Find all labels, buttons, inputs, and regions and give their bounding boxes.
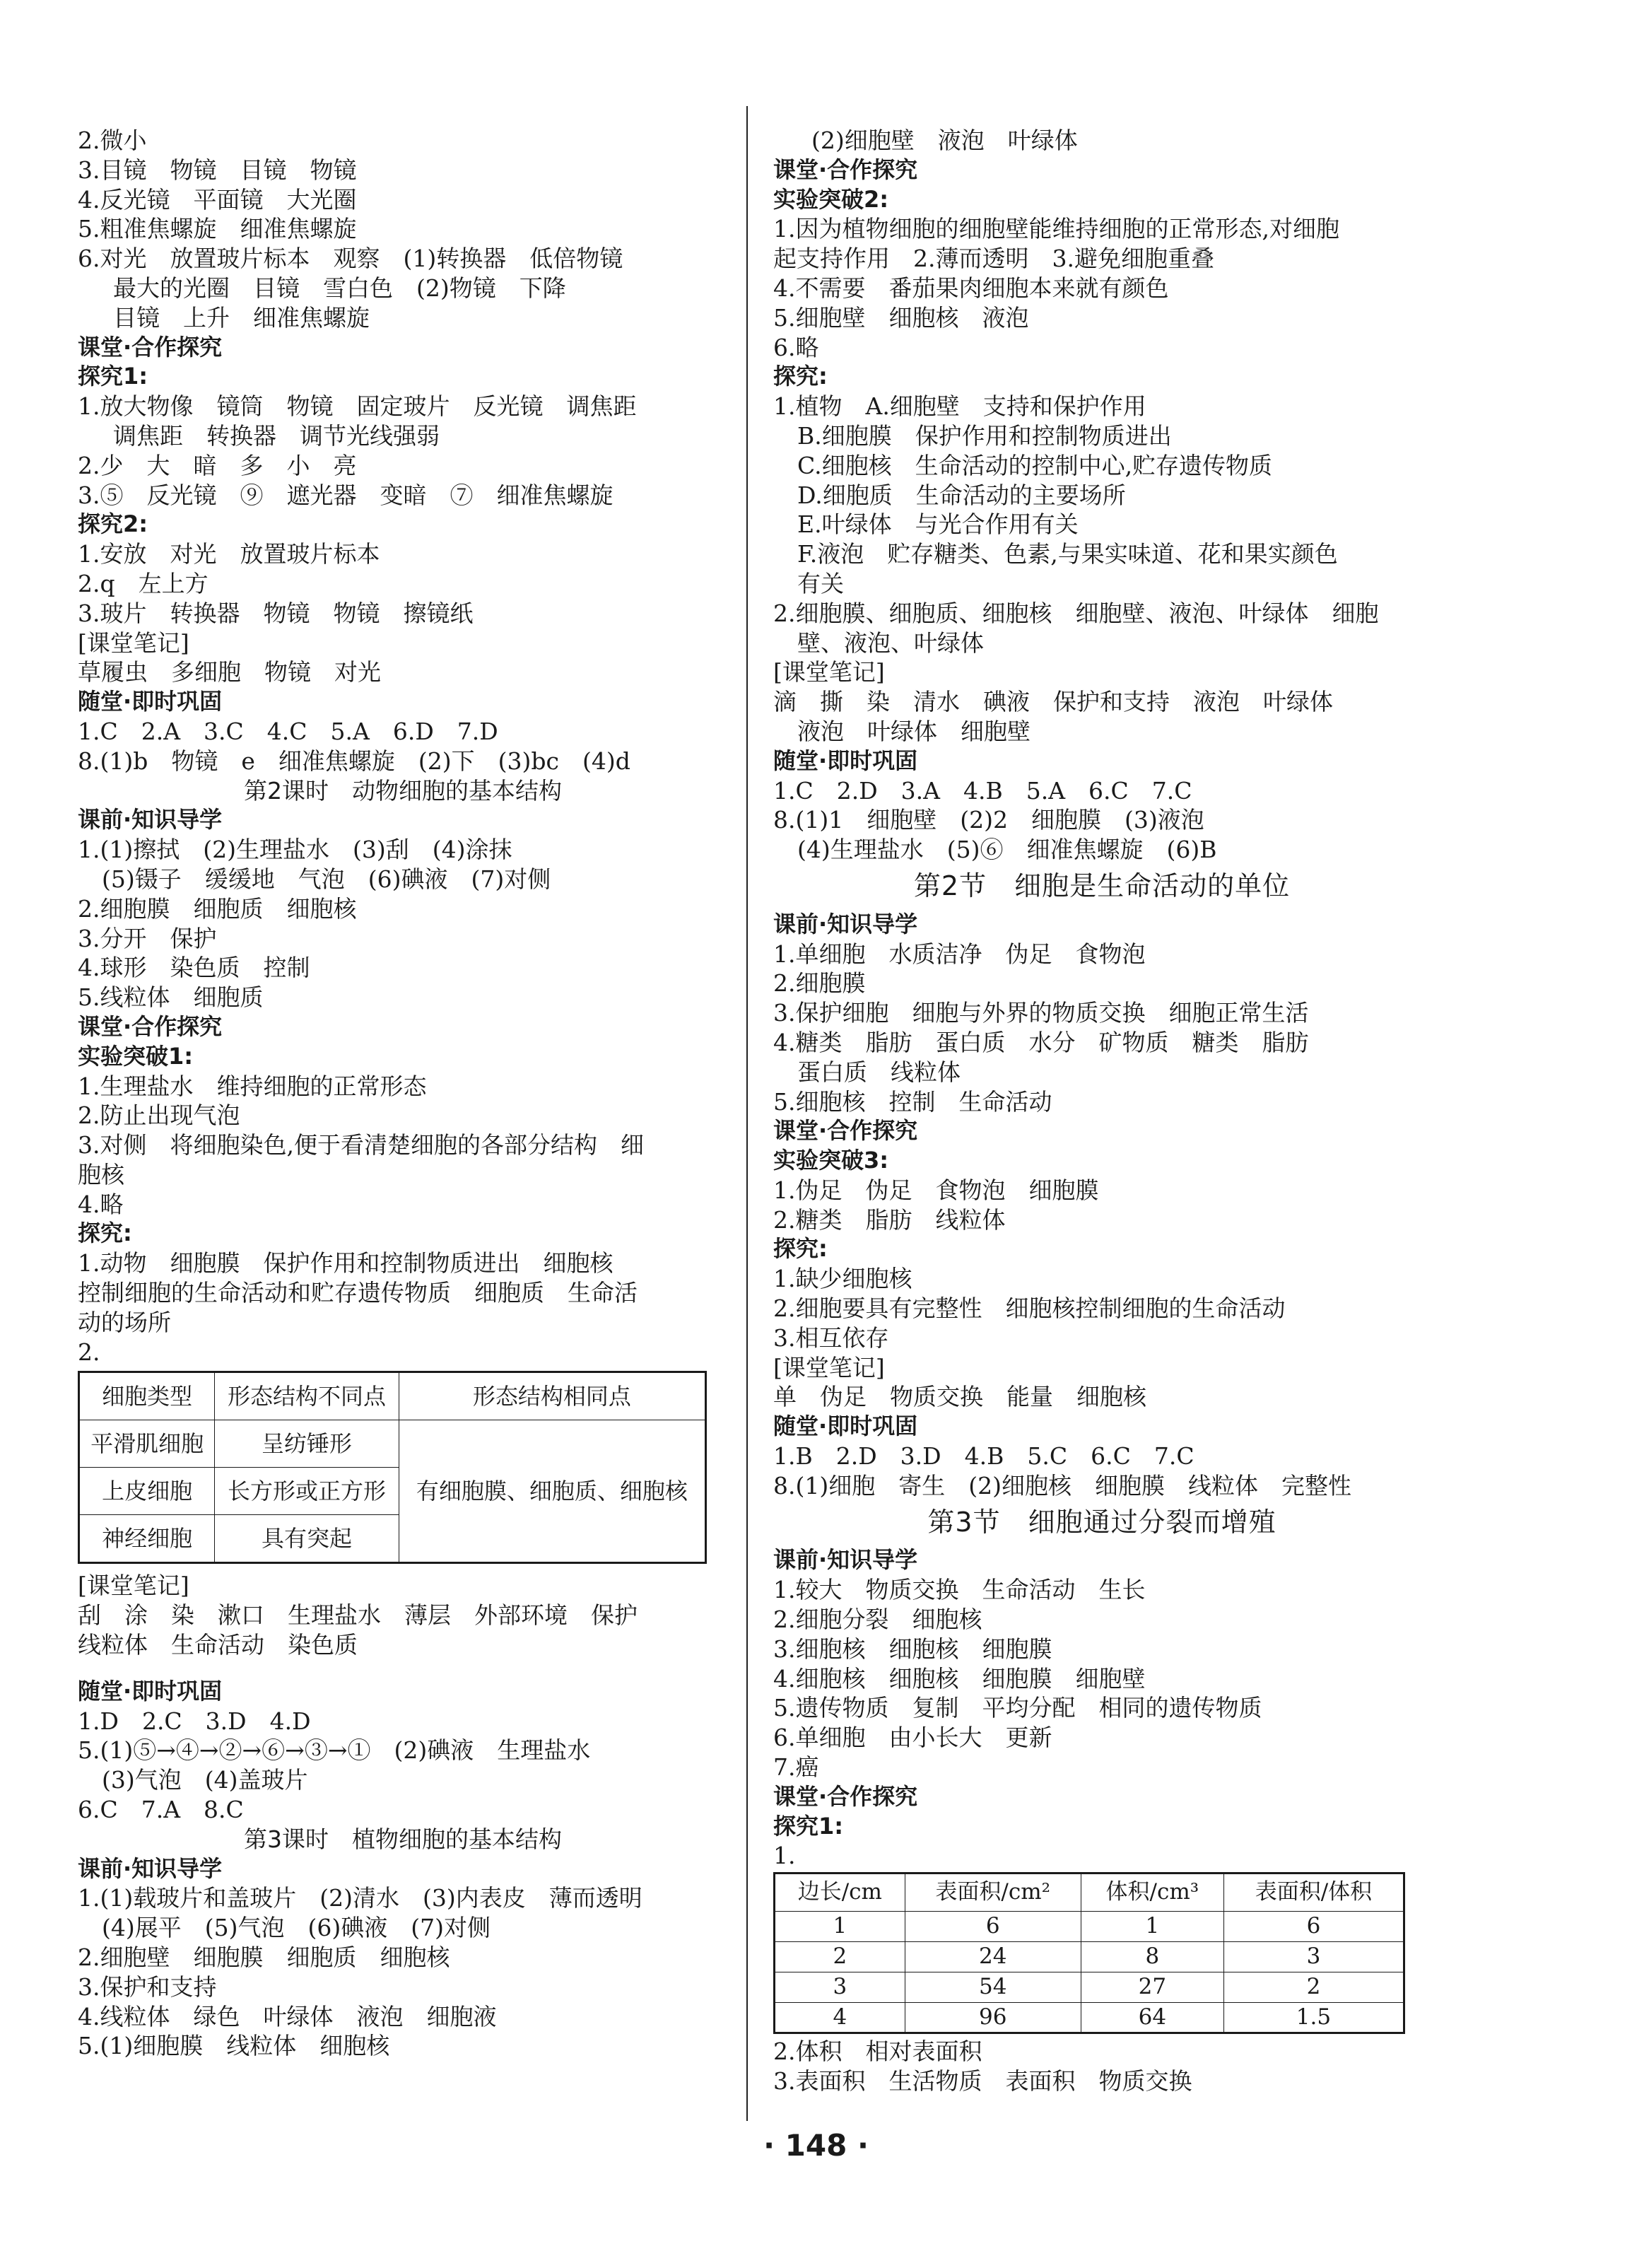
section-title: 第2节 细胞是生命活动的单位 <box>913 870 1291 901</box>
answer-line: 2.糖类 脂肪 线粒体 <box>773 1205 1006 1234</box>
answer-line: (3)气泡 (4)盖玻片 <box>102 1766 308 1794</box>
cell-comparison-table <box>78 1371 707 1564</box>
answer-line: 5.线粒体 细胞质 <box>78 983 264 1012</box>
answer-line: 2.细胞要具有完整性 细胞核控制细胞的生命活动 <box>773 1294 1286 1323</box>
answer-line: F.液泡 贮存糖类、色素,与果实味道、花和果实颜色 <box>797 540 1338 568</box>
answer-line: 4.反光镜 平面镜 大光圈 <box>78 185 357 214</box>
sub-heading: 探究1: <box>78 363 148 390</box>
table-header-cell: 体积/cm³ <box>1081 1874 1223 1912</box>
sub-heading: 实验突破2: <box>773 185 889 213</box>
answer-line: 5.(1)⑤→④→②→⑥→③→① (2)碘液 生理盐水 <box>78 1736 591 1765</box>
section-heading: 课堂·合作探究 <box>78 333 223 361</box>
table-header-cell: 细胞类型 <box>79 1372 215 1420</box>
answer-line: 蛋白质 线粒体 <box>797 1058 961 1086</box>
answer-line: 1.动物 细胞膜 保护作用和控制物质进出 细胞核 <box>78 1249 614 1278</box>
table-cell: 27 <box>1081 1972 1223 2002</box>
answer-line: 3.目镜 物镜 目镜 物镜 <box>78 156 357 184</box>
table-cell: 3 <box>775 1972 905 2002</box>
table-cell: 6 <box>905 1912 1081 1942</box>
sub-heading: 探究1: <box>773 1812 844 1840</box>
answer-line: 胞核 <box>78 1160 124 1188</box>
table-cell: 2 <box>775 1942 905 1972</box>
answer-line: 单 伪足 物质交换 能量 细胞核 <box>773 1383 1146 1411</box>
answer-line: 3.细胞核 细胞核 细胞膜 <box>773 1635 1052 1663</box>
answer-line: 5.细胞壁 细胞核 液泡 <box>773 303 1029 332</box>
table-cell: 1 <box>775 1912 905 1942</box>
table-cell: 3 <box>1223 1942 1404 1972</box>
answer-line: 2.防止出现气泡 <box>78 1101 240 1130</box>
answer-line: 6.C 7.A 8.C <box>78 1796 244 1824</box>
section-heading: 随堂·即时巩固 <box>773 1413 918 1440</box>
answer-line: 1.单细胞 水质洁净 伪足 食物泡 <box>773 940 1146 968</box>
sub-heading: 探究: <box>773 363 828 390</box>
answer-line: 1.安放 对光 放置玻片标本 <box>78 540 380 568</box>
table-cell: 长方形或正方形 <box>215 1468 399 1515</box>
left-column <box>78 126 728 2061</box>
answer-line: 3.⑤ 反光镜 ⑨ 遮光器 变暗 ⑦ 细准焦螺旋 <box>78 481 614 509</box>
answer-line: 调焦距 转换器 调节光线强弱 <box>113 421 440 450</box>
answer-line: 6.单细胞 由小长大 更新 <box>773 1724 1052 1752</box>
answer-line: 1.B 2.D 3.D 4.B 5.C 6.C 7.C <box>773 1442 1194 1471</box>
answer-line: 4.糖类 脂肪 蛋白质 水分 矿物质 糖类 脂肪 <box>773 1028 1309 1056</box>
answer-line: 控制细胞的生命活动和贮存遗传物质 细胞质 生命活 <box>78 1279 638 1307</box>
answer-line: 3.对侧 将细胞染色,便于看清楚细胞的各部分结构 细 <box>78 1131 644 1159</box>
table-cell: 平滑肌细胞 <box>79 1420 215 1468</box>
answer-line: 目镜 上升 细准焦螺旋 <box>113 303 370 332</box>
answer-line: 4.略 <box>78 1190 124 1218</box>
answer-line: 1.较大 物质交换 生命活动 生长 <box>773 1576 1146 1604</box>
answer-line: 1.生理盐水 维持细胞的正常形态 <box>78 1072 427 1100</box>
answer-line: 5.(1)细胞膜 线粒体 细胞核 <box>78 2032 390 2060</box>
table-cell: 神经细胞 <box>79 1515 215 1563</box>
table-cell: 1.5 <box>1223 2002 1404 2033</box>
section-heading: 课前·知识导学 <box>773 1546 918 1574</box>
answer-line: 6.对光 放置玻片标本 观察 (1)转换器 低倍物镜 <box>78 245 623 273</box>
answer-line: 1.C 2.A 3.C 4.C 5.A 6.D 7.D <box>78 717 498 745</box>
answer-line: 3.分开 保护 <box>78 924 217 952</box>
sub-heading: 探究2: <box>78 510 148 538</box>
answer-line: 2.微小 <box>78 127 147 154</box>
answer-line: 1.缺少细胞核 <box>773 1265 912 1293</box>
answer-line: B.细胞膜 保护作用和控制物质进出 <box>797 421 1172 450</box>
answer-line: 4.球形 染色质 控制 <box>78 954 310 982</box>
answer-line: (4)展平 (5)气泡 (6)碘液 (7)对侧 <box>102 1914 491 1942</box>
section-heading: 课前·知识导学 <box>78 806 223 834</box>
answer-line: 4.线粒体 绿色 叶绿体 液泡 细胞液 <box>78 2002 497 2030</box>
answer-line: 8.(1)细胞 寄生 (2)细胞核 细胞膜 线粒体 完整性 <box>773 1471 1351 1500</box>
right-column <box>773 126 1431 2096</box>
answer-line: 5.细胞核 控制 生命活动 <box>773 1087 1052 1116</box>
section-heading: 随堂·即时巩固 <box>78 688 223 715</box>
table-cell: 54 <box>905 1972 1081 2002</box>
answer-line: (5)镊子 缓缓地 气泡 (6)碘液 (7)对侧 <box>102 865 551 893</box>
answer-line: E.叶绿体 与光合作用有关 <box>797 510 1079 539</box>
answer-line: 2.体积 相对表面积 <box>773 2038 982 2066</box>
notes-label: [课堂笔记] <box>78 629 189 657</box>
answer-line: 刮 涂 染 漱口 生理盐水 薄层 外部环境 保护 <box>78 1601 638 1630</box>
answer-line: 1.C 2.D 3.A 4.B 5.A 6.C 7.C <box>773 776 1192 805</box>
section-heading: 课前·知识导学 <box>773 910 918 937</box>
table-cell: 呈纺锤形 <box>215 1420 399 1468</box>
table-cell: 8 <box>1081 1942 1223 1972</box>
answer-line: 8.(1)b 物镜 e 细准焦螺旋 (2)下 (3)bc (4)d <box>78 747 630 775</box>
answer-line: 7.癌 <box>773 1753 819 1782</box>
section-heading: 随堂·即时巩固 <box>78 1677 223 1705</box>
answer-line: 3.表面积 生活物质 表面积 物质交换 <box>773 2067 1192 2095</box>
answer-line: 5.遗传物质 复制 平均分配 相同的遗传物质 <box>773 1694 1262 1722</box>
answer-line: 4.细胞核 细胞核 细胞膜 细胞壁 <box>773 1664 1146 1693</box>
answer-line: 1.因为植物细胞的细胞壁能维持细胞的正常形态,对细胞 <box>773 215 1339 243</box>
answer-line: 2.细胞膜 细胞质 细胞核 <box>78 894 357 923</box>
answer-line: 有关 <box>797 569 844 597</box>
answer-line: 1.(1)载玻片和盖玻片 (2)清水 (3)内表皮 薄而透明 <box>78 1884 642 1912</box>
answer-line: 1. <box>773 1842 796 1870</box>
table-cell: 2 <box>1223 1972 1404 2002</box>
answer-line: 5.粗准焦螺旋 细准焦螺旋 <box>78 215 357 243</box>
answer-line: 3.保护细胞 细胞与外界的物质交换 细胞正常生活 <box>773 999 1309 1027</box>
answer-line: 3.玻片 转换器 物镜 物镜 擦镜纸 <box>78 599 474 627</box>
answer-line: 2. <box>78 1338 100 1366</box>
answer-line: 3.保护和支持 <box>78 1972 217 2001</box>
column-divider <box>746 106 748 2121</box>
lesson-title: 第2课时 动物细胞的基本结构 <box>244 776 562 805</box>
answer-line: 动的场所 <box>78 1308 171 1336</box>
answer-line: 1.植物 A.细胞壁 支持和保护作用 <box>773 392 1146 421</box>
table-cell: 6 <box>1223 1912 1404 1942</box>
table-cell: 具有突起 <box>215 1515 399 1563</box>
surface-volume-table <box>773 1872 1405 2034</box>
answer-line: 2.细胞膜、细胞质、细胞核 细胞壁、液泡、叶绿体 细胞 <box>773 599 1379 627</box>
sub-heading: 探究: <box>78 1220 132 1247</box>
answer-line: 4.不需要 番茄果肉细胞本来就有颜色 <box>773 274 1169 302</box>
table-header-cell: 边长/cm <box>775 1874 905 1912</box>
sub-heading: 实验突破1: <box>78 1042 194 1070</box>
notes-label: [课堂笔记] <box>773 1353 885 1381</box>
answer-line: 2.细胞壁 细胞膜 细胞质 细胞核 <box>78 1943 450 1972</box>
table-cell: 24 <box>905 1942 1081 1972</box>
notes-label: [课堂笔记] <box>78 1572 189 1600</box>
answer-line: 1.D 2.C 3.D 4.D <box>78 1707 311 1735</box>
sub-heading: 探究: <box>773 1235 828 1263</box>
table-cell: 96 <box>905 2002 1081 2033</box>
section-heading: 课堂·合作探究 <box>773 1782 918 1810</box>
sub-heading: 实验突破3: <box>773 1147 889 1174</box>
answer-line: 1.放大物像 镜筒 物镜 固定玻片 反光镜 调焦距 <box>78 392 637 421</box>
section-heading: 随堂·即时巩固 <box>773 747 918 774</box>
table-cell: 4 <box>775 2002 905 2033</box>
answer-line: 2.少 大 暗 多 小 亮 <box>78 451 357 479</box>
answer-line: 2.细胞膜 <box>773 969 866 998</box>
table-header-cell: 表面积/cm² <box>905 1874 1081 1912</box>
answer-line: C.细胞核 生命活动的控制中心,贮存遗传物质 <box>797 451 1273 479</box>
answer-line: 3.相互依存 <box>773 1323 889 1352</box>
section-heading: 课前·知识导学 <box>78 1854 223 1882</box>
answer-line: 6.略 <box>773 333 819 361</box>
section-title: 第3节 细胞通过分裂而增殖 <box>927 1506 1276 1538</box>
table-cell: 1 <box>1081 1912 1223 1942</box>
answer-line: 草履虫 多细胞 物镜 对光 <box>78 658 381 686</box>
answer-line: 滴 撕 染 清水 碘液 保护和支持 液泡 叶绿体 <box>773 688 1333 716</box>
answer-line: 液泡 叶绿体 细胞壁 <box>797 717 1031 745</box>
lesson-title: 第3课时 植物细胞的基本结构 <box>244 1825 562 1853</box>
answer-line: 1.(1)擦拭 (2)生理盐水 (3)刮 (4)涂抹 <box>78 836 512 864</box>
answer-line: (2)细胞壁 液泡 叶绿体 <box>811 127 1078 154</box>
notes-label: [课堂笔记] <box>773 658 885 686</box>
answer-line: 最大的光圈 目镜 雪白色 (2)物镜 下降 <box>113 274 566 302</box>
page-number: · 148 · <box>763 2128 869 2163</box>
answer-line: 起支持作用 2.薄而透明 3.避免细胞重叠 <box>773 245 1214 273</box>
section-heading: 课堂·合作探究 <box>773 1117 918 1145</box>
answer-line: 8.(1)1 细胞壁 (2)2 细胞膜 (3)液泡 <box>773 806 1204 834</box>
section-heading: 课堂·合作探究 <box>773 156 918 183</box>
answer-line: 壁、液泡、叶绿体 <box>797 629 984 657</box>
answer-line: D.细胞质 生命活动的主要场所 <box>797 481 1126 509</box>
answer-line: (4)生理盐水 (5)⑥ 细准焦螺旋 (6)B <box>797 836 1217 864</box>
answer-line: 线粒体 生命活动 染色质 <box>78 1631 358 1659</box>
answer-line: 1.伪足 伪足 食物泡 细胞膜 <box>773 1176 1099 1204</box>
section-heading: 课堂·合作探究 <box>78 1012 223 1040</box>
table-header-cell: 形态结构相同点 <box>399 1372 705 1420</box>
table-cell-common: 有细胞膜、细胞质、细胞核 <box>399 1420 705 1563</box>
table-cell: 上皮细胞 <box>79 1468 215 1515</box>
table-cell: 64 <box>1081 2002 1223 2033</box>
table-header-cell: 表面积/体积 <box>1223 1874 1404 1912</box>
table-header-cell: 形态结构不同点 <box>215 1372 399 1420</box>
answer-line: 2.细胞分裂 细胞核 <box>773 1606 982 1634</box>
answer-line: 2.q 左上方 <box>78 569 209 597</box>
